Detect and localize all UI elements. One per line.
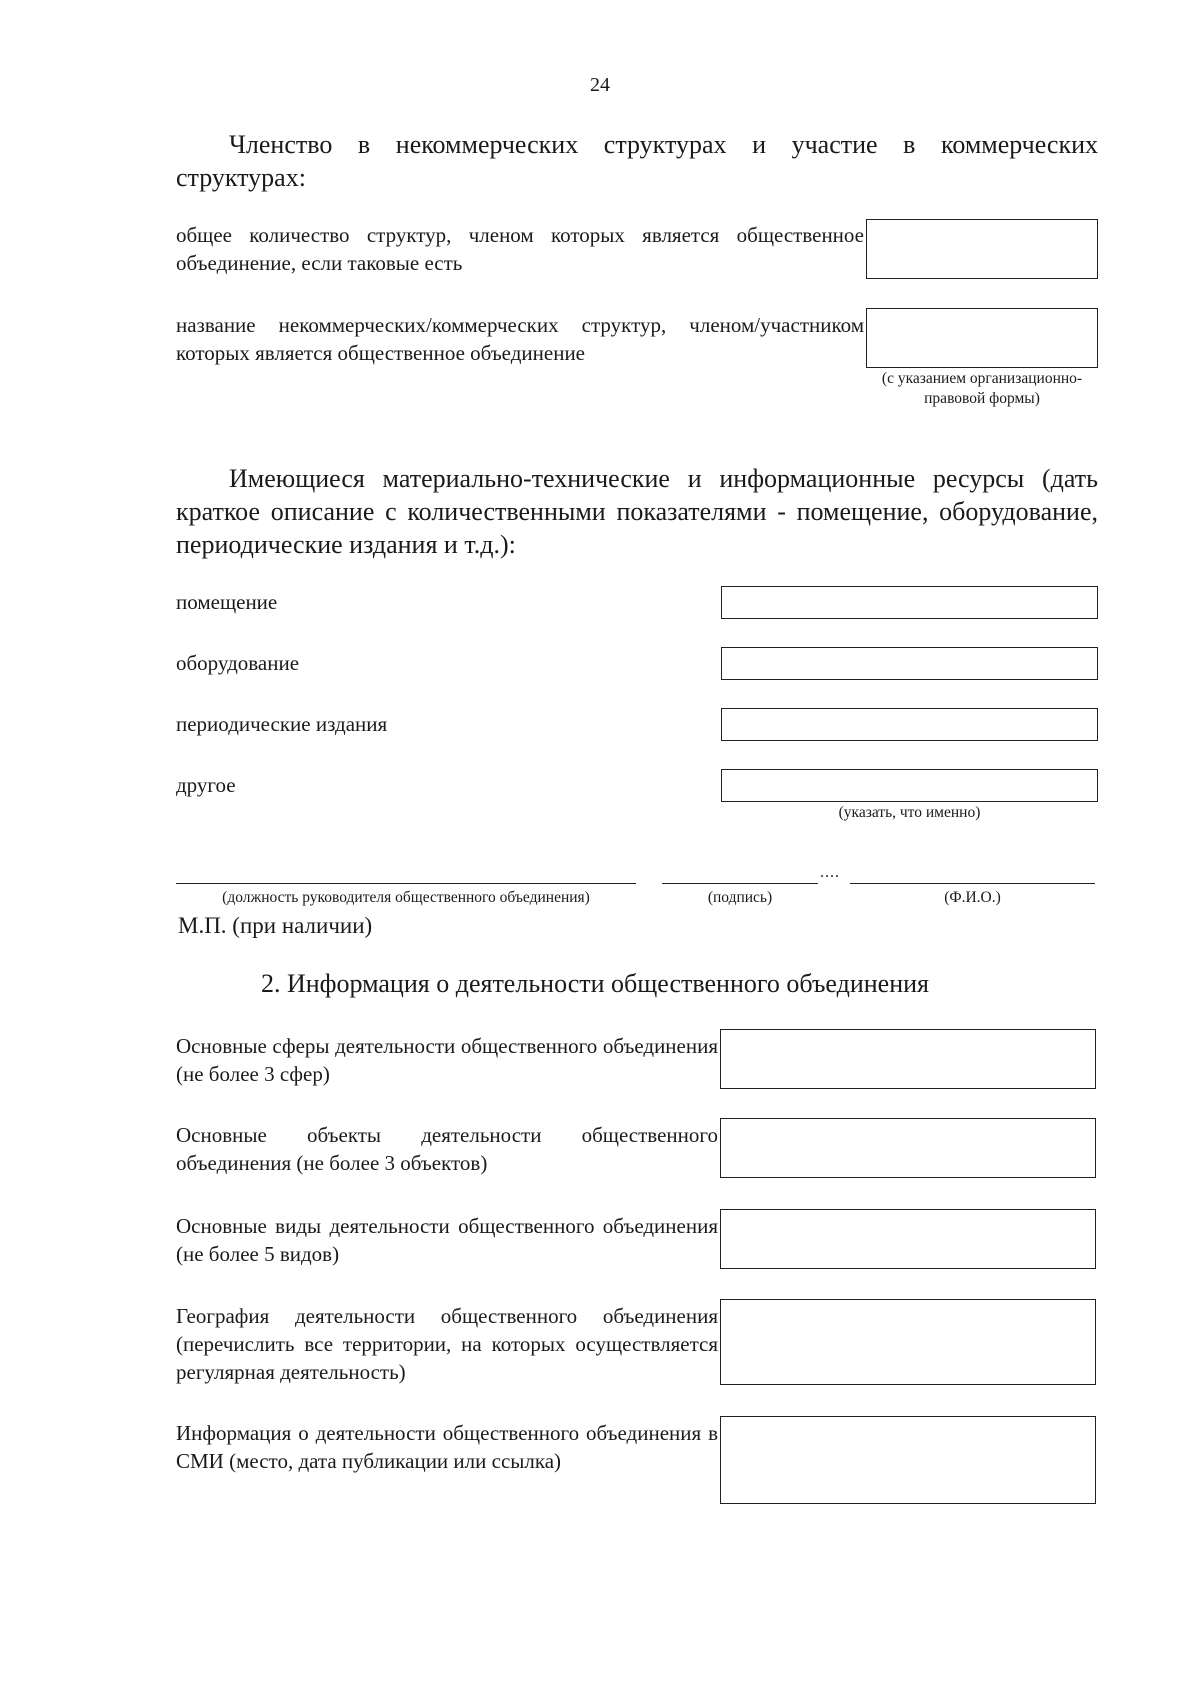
stamp-label: М.П. (при наличии) <box>178 913 373 938</box>
resource-label-equipment: оборудование <box>176 651 300 675</box>
resource-label-periodicals: периодические издания <box>176 712 388 736</box>
resources-heading: Имеющиеся материально-технические и информационные ресурсы (дать краткое описание с количественными показателями - помещение, оборудование, периодические издания и т.д.): <box>176 464 1098 559</box>
name-caption: (Ф.И.О.) <box>944 889 1001 906</box>
activity-objects-field[interactable] <box>720 1118 1096 1178</box>
activity-geography-field[interactable] <box>720 1299 1096 1385</box>
premises-field[interactable] <box>721 586 1098 619</box>
media-info-label: Информация о деятельности общественного объединения в СМИ (место, дата публикации или ссылка) <box>176 1421 718 1473</box>
position-line[interactable] <box>176 883 636 884</box>
structures-names-field[interactable] <box>866 308 1098 368</box>
activity-spheres-field[interactable] <box>720 1029 1096 1089</box>
periodicals-field[interactable] <box>721 708 1098 741</box>
activity-objects-label: Основные объекты деятельности общественного объединения (не более 3 объектов) <box>176 1123 718 1175</box>
structures-names-label: название некоммерческих/коммерческих структур, членом/участником которых является общественное объединение <box>176 313 864 365</box>
activity-geography-label: География деятельности общественного объединения (перечислить все территории, на которых осуществляется регулярная деятельность) <box>176 1304 718 1384</box>
signature-caption: (подпись) <box>707 889 773 906</box>
name-line[interactable] <box>850 883 1095 884</box>
legal-form-note: (с указанием организационно-правовой формы) <box>881 370 1083 407</box>
resource-label-other: другое <box>176 773 236 797</box>
other-note: (указать, что именно) <box>838 804 981 821</box>
media-info-field[interactable] <box>720 1416 1096 1504</box>
structures-count-field[interactable] <box>866 219 1098 279</box>
activity-spheres-label: Основные сферы деятельности общественного объединения (не более 3 сфер) <box>176 1034 718 1086</box>
signature-dots: .... <box>820 864 840 881</box>
equipment-field[interactable] <box>721 647 1098 680</box>
activity-types-label: Основные виды деятельности общественного объединения (не более 5 видов) <box>176 1214 718 1266</box>
structures-count-label: общее количество структур, членом которых является общественное объединение, если таковые есть <box>176 223 864 275</box>
position-caption: (должность руководителя общественного объединения) <box>222 889 590 906</box>
other-resources-field[interactable] <box>721 769 1098 802</box>
signature-line[interactable] <box>662 883 818 884</box>
resource-label-premises: помещение <box>176 590 278 614</box>
page-number: 24 <box>590 74 610 96</box>
activity-types-field[interactable] <box>720 1209 1096 1269</box>
membership-heading: Членство в некоммерческих структурах и участие в коммерческих структурах: <box>176 130 1098 192</box>
section2-title: 2. Информация о деятельности общественного объединения <box>260 969 930 998</box>
